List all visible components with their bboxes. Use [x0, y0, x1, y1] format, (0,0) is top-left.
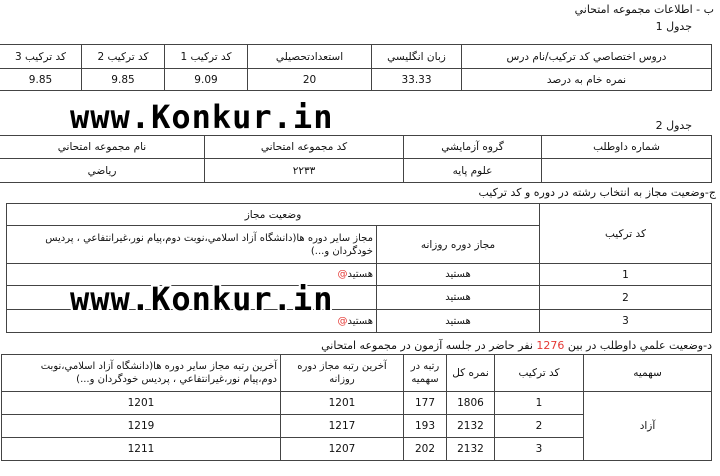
table3-code-cell: 1	[540, 264, 712, 286]
table4-cell: 1	[495, 392, 584, 415]
table4-cell: 1201	[281, 392, 404, 415]
section-c-title: ج-وضعيت مجاز به انتخاب رشته در دوره و كد تركيب	[478, 186, 716, 199]
watermark-logo: www.Konkur.in	[70, 98, 334, 136]
table1-caption: جدول 1	[655, 20, 692, 33]
table2-cell: ۲۲۳۳	[205, 159, 404, 183]
table1-cell: 9.85	[0, 69, 82, 91]
table3-other-header: مجاز ساير دوره ها(دانشگاه آزاد اسلامي،نوبت دوم،پيام نور،غيرانتفاعي ، پرديس خودگردان و...)	[6, 226, 376, 264]
table2	[0, 135, 712, 183]
table4-cell: 3	[495, 438, 584, 461]
table3-day-header: مجاز دوره روزانه	[377, 226, 540, 264]
table4-quota-cell: آزاد	[584, 392, 712, 461]
table4-cell: 1207	[281, 438, 404, 461]
table4-header: كد تركيب	[495, 355, 584, 392]
table3-day-cell: هستيد	[377, 264, 540, 286]
table2-header: كد مجموعه امتحاني	[205, 136, 404, 159]
table1-cell: نمره خام به درصد	[462, 69, 712, 91]
table4-cell: 202	[404, 438, 447, 461]
table4-header: آخرين رتبه مجاز دوره روزانه	[281, 355, 404, 392]
section-d-suffix: نفر حاضر در جلسه آزمون در مجموعه امتحاني	[321, 339, 533, 352]
table1-header-row	[0, 45, 712, 69]
table1-header: زبان انگليسي	[372, 45, 462, 69]
table4-cell: 1806	[447, 392, 495, 415]
status-at-icon: @	[337, 269, 348, 280]
table3-code-cell: 2	[540, 286, 712, 310]
table2-cell: علوم پايه	[404, 159, 542, 183]
table1-cell: 9.85	[82, 69, 165, 91]
table3-status-header: وضعيت مجاز	[6, 204, 539, 226]
section-d-title	[321, 339, 712, 352]
table1-header: كد تركيب 2	[82, 45, 165, 69]
table3-other-text: هستيد	[347, 315, 373, 327]
table2-header: شماره داوطلب	[542, 136, 712, 159]
table3-day-cell: هستيد	[377, 286, 540, 310]
table1	[0, 44, 712, 91]
table4-cell: 193	[404, 415, 447, 438]
status-at-icon: @	[337, 315, 348, 327]
table4-cell: 1217	[281, 415, 404, 438]
table1-cell: 20	[248, 69, 372, 91]
table2-cell: رياضي	[0, 159, 205, 183]
table2-header: گروه آزمايشي	[404, 136, 542, 159]
table1-header: كد تركيب 3	[0, 45, 82, 69]
section-b-title: ب - اطلاعات مجموعه امتحاني	[574, 3, 714, 16]
table4-cell: 2	[495, 415, 584, 438]
table4-cell: 2132	[447, 438, 495, 461]
section-d-prefix: د-وضعيت علمي داوطلب در بين	[567, 339, 712, 352]
table4-header: سهميه	[584, 355, 712, 392]
table4-header: رتبه در سهميه	[404, 355, 447, 392]
watermark-logo: www.Konkur.in	[70, 280, 334, 318]
table2-cell	[542, 159, 712, 183]
table2-header-row	[0, 136, 712, 159]
table1-header: دروس اختصاصي كد تركيب/نام درس	[462, 45, 712, 69]
table4-header: نمره كل	[447, 355, 495, 392]
section-d-count: 1276	[536, 339, 565, 352]
table1-header: كد تركيب 1	[165, 45, 248, 69]
table2-header: نام مجموعه امتحاني	[0, 136, 205, 159]
table3-code-header: كد تركيب	[540, 204, 712, 264]
table3-other-text: هستيد	[347, 269, 373, 280]
table4-cell: 1201	[2, 392, 281, 415]
table4-header-row	[2, 355, 712, 392]
table-row	[2, 392, 712, 415]
table1-cell: 9.09	[165, 69, 248, 91]
table1-header: استعدادتحصيلي	[248, 45, 372, 69]
table4-cell: 2132	[447, 415, 495, 438]
table2-row	[0, 159, 712, 183]
table1-cell: 33.33	[372, 69, 462, 91]
table1-row	[0, 69, 712, 91]
table3-code-cell: 3	[540, 310, 712, 333]
table2-caption: جدول 2	[655, 119, 692, 132]
table4-header: آخرين رتبه مجاز ساير دوره ها(دانشگاه آزاد اسلامي،نوبت دوم،پيام نور،غيرانتفاعي ، پرديس خودگردان و...)	[2, 355, 281, 392]
table4-cell: 1219	[2, 415, 281, 438]
table4	[1, 354, 712, 461]
table4-cell: 1211	[2, 438, 281, 461]
table4-cell: 177	[404, 392, 447, 415]
table3-day-cell: هستيد	[377, 310, 540, 333]
